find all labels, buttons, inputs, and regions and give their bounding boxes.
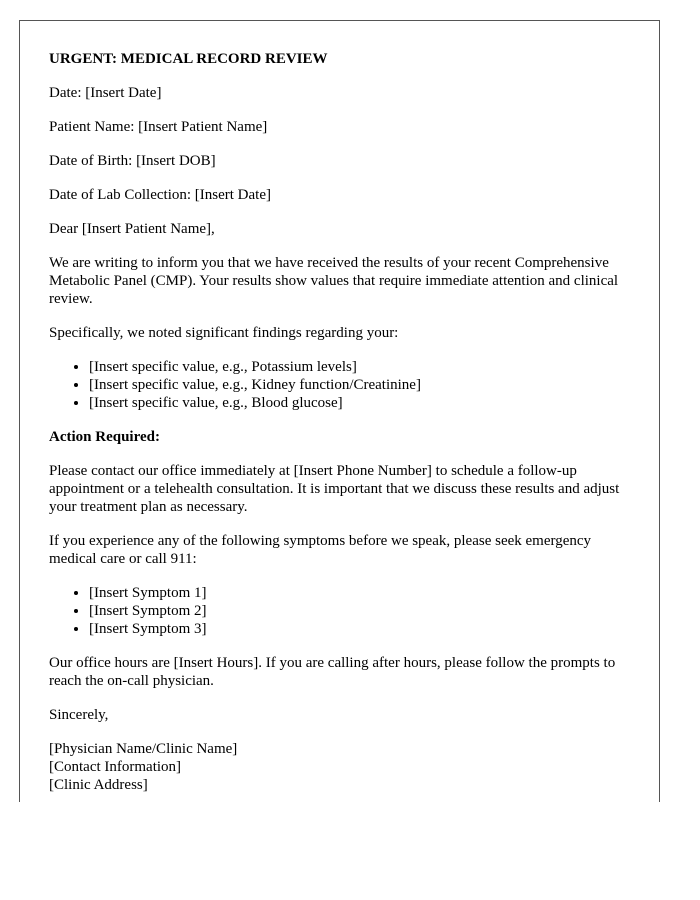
action-heading: Action Required:: [49, 429, 160, 445]
findings-intro: Specifically, we noted significant findings regarding your:: [49, 325, 399, 341]
signature-contact: [Contact Information]: [49, 759, 182, 775]
letter-content: [49, 50, 639, 794]
letter-title: URGENT: MEDICAL RECORD REVIEW: [49, 51, 328, 67]
list-item: • [Insert Symptom 3]: [89, 620, 639, 638]
signature-address: [Clinic Address]: [49, 777, 148, 793]
letter-page: [19, 20, 660, 802]
intro-paragraph: We are writing to inform you that we have received the results of your recent Comprehensive Metabolic Panel (CMP). Your results show values that require immediate attention and clinical review.: [49, 255, 619, 307]
dob-line: Date of Birth: [Insert DOB]: [49, 153, 216, 169]
office-hours-paragraph: Our office hours are [Insert Hours]. If you are calling after hours, please follow the prompts to reach the on-call physician.: [49, 655, 616, 689]
patient-name-line: Patient Name: [Insert Patient Name]: [49, 119, 268, 135]
signature-name: [Physician Name/Clinic Name]: [49, 741, 238, 757]
list-item: • [Insert specific value, e.g., Kidney function/Creatinine]: [89, 376, 639, 394]
salutation: Dear [Insert Patient Name],: [49, 221, 215, 237]
symptoms-intro: If you experience any of the following symptoms before we speak, please seek emergency medical care or call 911:: [49, 533, 592, 567]
closing: Sincerely,: [49, 707, 109, 723]
action-paragraph: Please contact our office immediately at [Insert Phone Number] to schedule a follow-up appointment or a telehealth consultation. It is important that we discuss these results and adjust your treatment plan as necessary.: [49, 463, 620, 515]
date-line: Date: [Insert Date]: [49, 85, 162, 101]
list-item: • [Insert Symptom 1]: [89, 584, 639, 602]
list-item: • [Insert Symptom 2]: [89, 602, 639, 620]
lab-collection-line: Date of Lab Collection: [Insert Date]: [49, 187, 271, 203]
list-item: • [Insert specific value, e.g., Potassium levels]: [89, 358, 639, 376]
list-item: • [Insert specific value, e.g., Blood glucose]: [89, 394, 639, 412]
symptoms-list: [49, 584, 639, 638]
findings-list: [49, 358, 639, 412]
